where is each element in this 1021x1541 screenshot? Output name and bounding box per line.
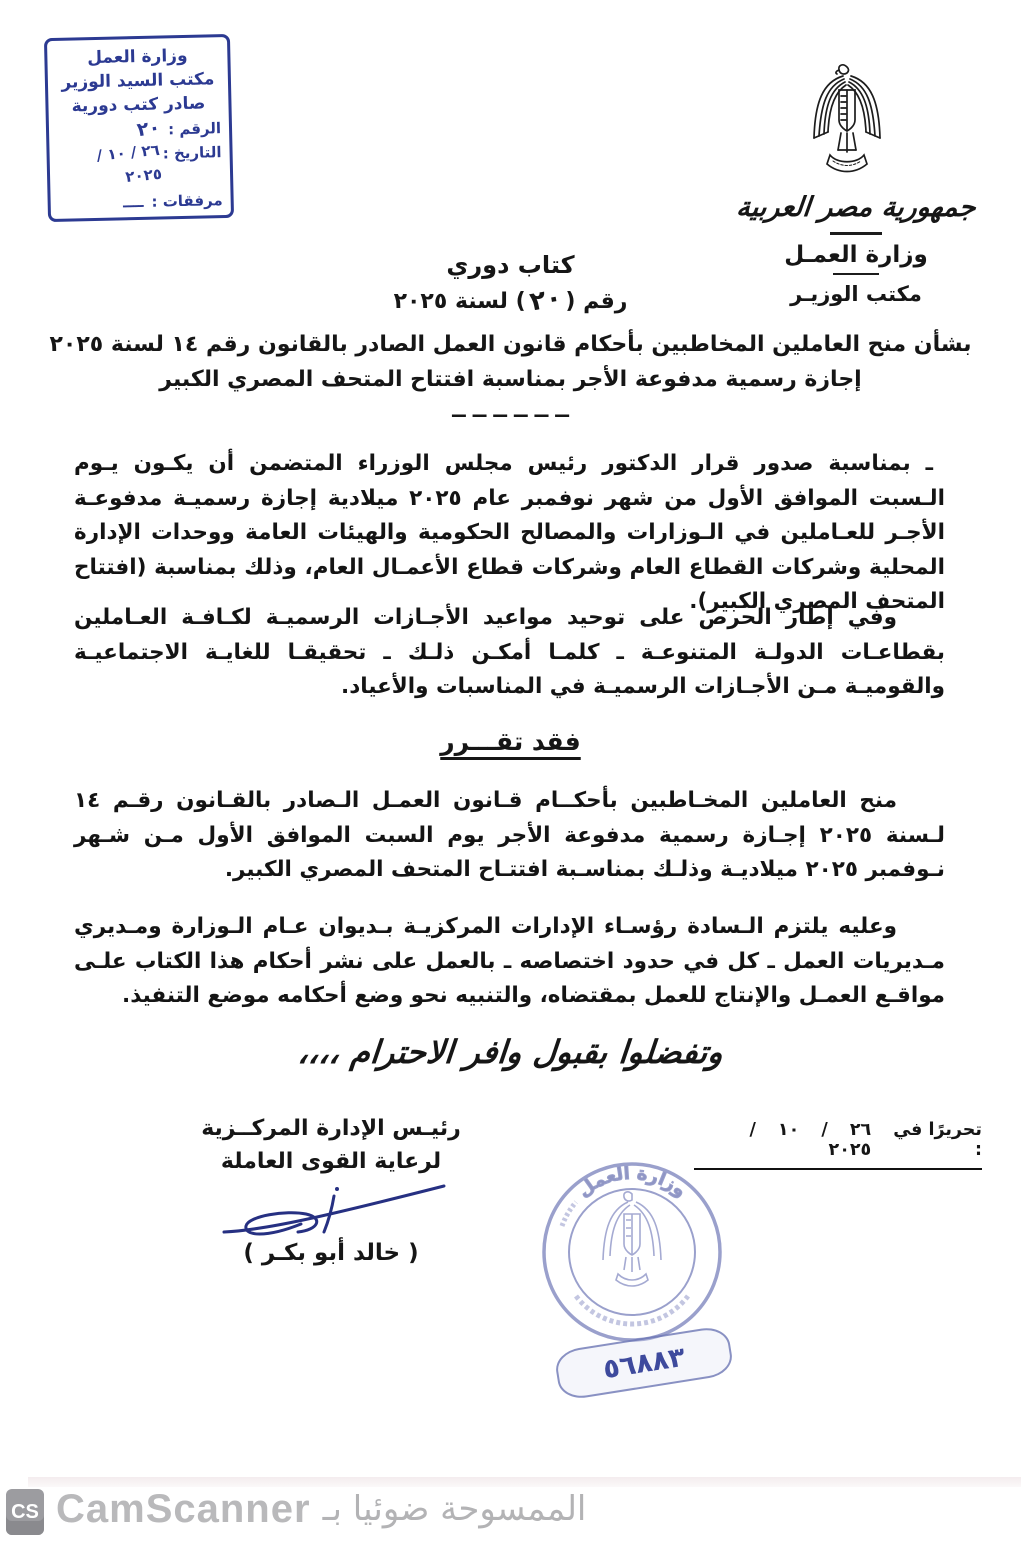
signatory-title-2: لرعاية القوى العاملة	[220, 1149, 442, 1174]
signature-block	[168, 1112, 494, 1266]
stamp-date-label: التاريخ :	[162, 143, 222, 163]
camscanner-brand-text: CamScanner	[56, 1487, 311, 1531]
ministry-round-seal	[536, 1156, 728, 1348]
stamp-attachments-value: ــــ	[122, 192, 144, 212]
handwritten-signature	[206, 1180, 456, 1242]
subject-line-2: إجازة رسمية مدفوعة الأجر بمناسبة افتتاح المتحف المصري الكبير	[159, 367, 862, 392]
camscanner-icon	[6, 1489, 44, 1535]
stamp-attachments-label: مرفقات :	[151, 191, 223, 211]
subject-line-1: بشأن منح العاملين المخاطبين بأحكام قانون العمل الصادر بالقانون رقم ١٤ لسنة ٢٠٢٥	[49, 332, 972, 357]
closing-salutation: وتفضلوا بقبول وافر الاحترام ،،،،	[296, 1033, 725, 1071]
stamp-office: مكتب السيد الوزير	[61, 69, 215, 93]
stamp-outgoing: صادر كتب دورية	[71, 93, 206, 117]
paragraph-3: منح العاملين المخـاطبين بأحكــام قـانون العمـل الـصادر بالقـانون رقـم ١٤ لـسنة ٢٠٢٥ إجـازة رسمية مدفوعة الأجر يوم السبت الموافق الأول مـن شـهر نـوفمبر ٢٠٢٥ ميلاديـة وذلـك بمناسـبة افتتـاح المتحف المصري الكبير.	[74, 788, 946, 882]
paragraph-1: ـ بمناسبة صدور قرار الدكتور رئيس مجلس الوزراء المتضمن أن يكـون يـوم الـسبت الموافق الأول من شهر نوفمبر عام ٢٠٢٥ ميلادية إجازة رسميـة مدفوعـة الأجـر للعـاملين في الـوزارات والمصالح الحكومية والهيئات العامة ووحدات الإدارة المحلية وشركات القطاع العام وشركات قطاع الأعمـال العام، وذلك بمناسبة (افتتاح المتحف المصري الكبير).	[74, 451, 946, 614]
ministry-title: وزارة العمـل	[784, 241, 928, 268]
paragraph-4: وعليه يلتزم الـسادة رؤسـاء الإدارات المركزيـة بـديوان عـام الـوزارة ومـديري مـديريات العمل ـ كل في حدود اختصاصه ـ بالعمل على نشر أحكام هذا الكتاب علـى مواقـع العمـل والإنتاج للعمل بمقتضاه، والتنبيه نحو وضع أحكامه موضع التنفيذ.	[74, 914, 945, 1008]
document-title	[0, 248, 1021, 320]
camscanner-arabic-text: الممسوحة ضوئيا بـ	[322, 1489, 587, 1529]
title-number-prefix: رقم (	[565, 289, 628, 314]
paragraph-2: وفي إطار الحرص على توحيد مواعيد الأجـازات الرسميـة لكـافـة العـاملين بقطاعـات الدولـة المتنوعـة ـ كلمـا أمكـن ذلـك ـ تحقيقـا للغايـة الاجتماعيـة والقوميـة مـن الأجـازات الرسميـة في المناسبات والأعياد.	[74, 605, 945, 699]
stamp-number-value: ٢٠	[135, 116, 162, 142]
registry-stamp	[44, 34, 234, 222]
republic-title: جمهورية مصر العربية	[734, 192, 978, 223]
subject-block	[38, 327, 983, 423]
stamp-ministry: وزارة العمل	[87, 45, 188, 69]
signatory-title-1: رئيـس الإدارة المركــزية	[201, 1116, 461, 1141]
camscanner-icon-label: CS	[11, 1500, 39, 1523]
serial-number-stamp: ٥٦٨٨٣	[553, 1325, 735, 1402]
title-number-line	[0, 282, 1021, 320]
egypt-eagle-emblem	[797, 58, 897, 180]
dashed-divider: ــ ــ ــ ــ ــ ــ	[452, 398, 569, 422]
stamp-number-label: الرقم :	[167, 119, 222, 139]
seal-top-text: وزارة العمل	[573, 1162, 691, 1202]
scan-edge-band	[28, 1477, 1021, 1487]
divider-line	[830, 232, 882, 235]
issue-date-line	[694, 1120, 982, 1170]
issue-date-label: تحريرًا في :	[893, 1120, 982, 1160]
title-circular: كتاب دوري	[446, 251, 575, 279]
signatory-name: ( خالد أبو بكـر )	[243, 1240, 419, 1266]
title-number-handwritten: ٢٠	[527, 282, 564, 318]
title-number-suffix: ) لسنة ٢٠٢٥	[393, 289, 526, 314]
issue-date-value: ٢٦ / ١٠ / ٢٠٢٥	[749, 1120, 872, 1160]
stamp-date-value: ٢٦ / ١٠ / ٢٠٢٥	[95, 140, 163, 186]
decision-heading: فقد تقـــرر	[440, 727, 581, 756]
minister-office-title: مكتب الوزيـر	[790, 282, 922, 306]
camscanner-watermark	[6, 1489, 616, 1535]
